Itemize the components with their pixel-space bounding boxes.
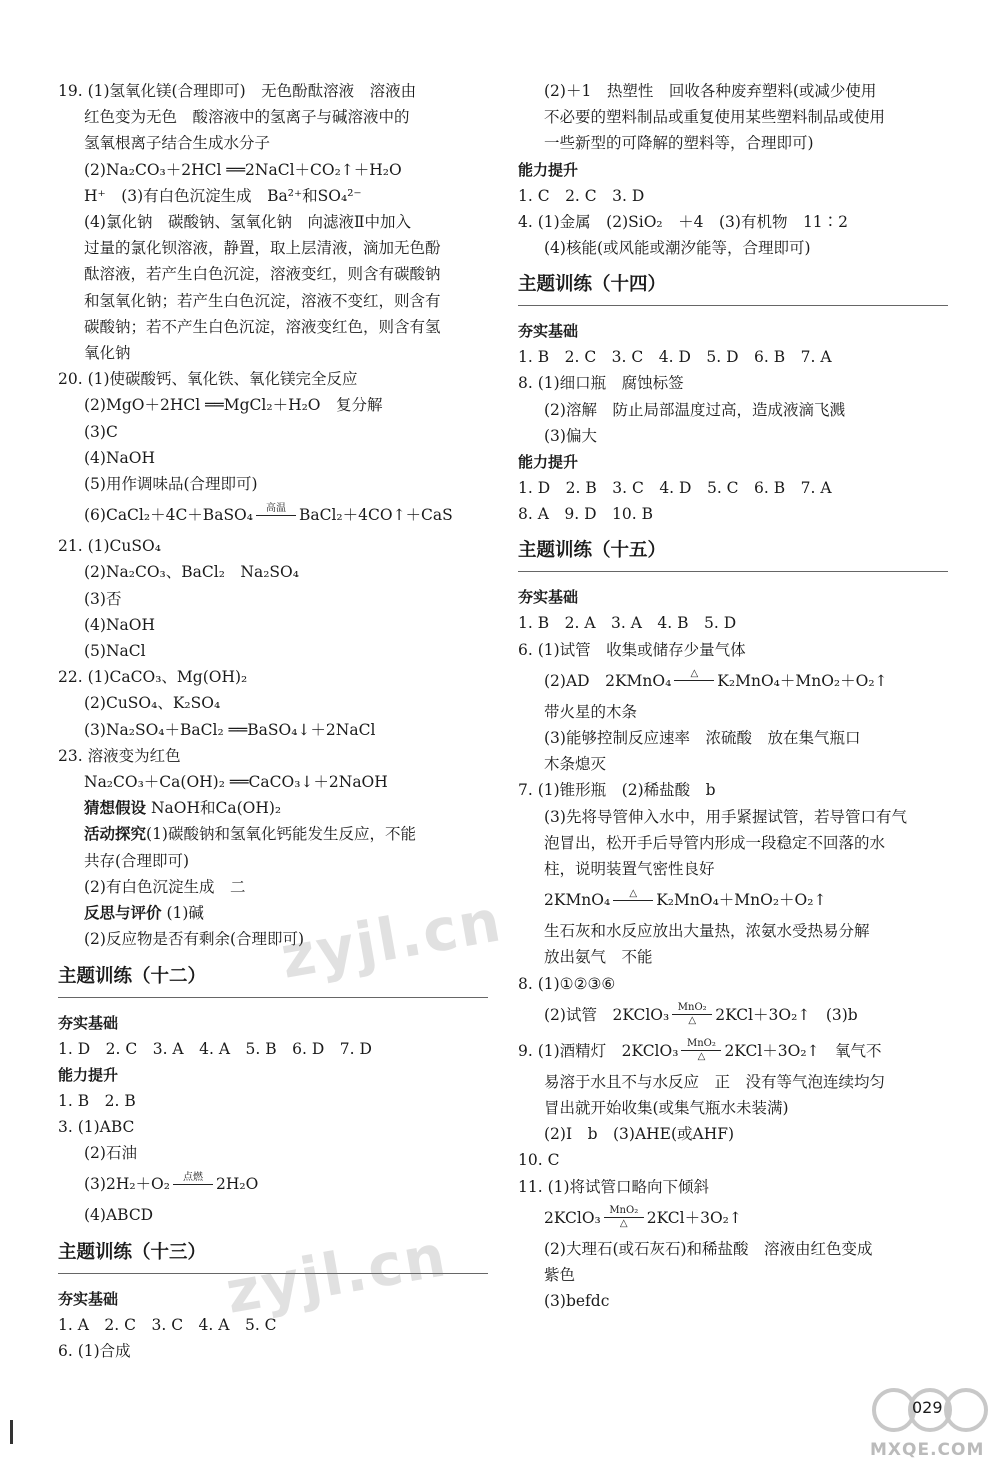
reaction-condition xyxy=(674,669,714,692)
equation-reactants: (2)AD 2KMnO₄ xyxy=(544,671,672,690)
answer-line: (4)氯化钠 碳酸钠、氢氧化钠 向滤液Ⅱ中加入 xyxy=(84,213,411,232)
answer-line xyxy=(58,821,488,847)
equation-products: 2KCl＋3O₂↑ (3)b xyxy=(715,1005,858,1024)
reaction-condition xyxy=(613,889,653,912)
answer-line: (2)大理石(或石灰石)和稀盐酸 溶液由红色变成 xyxy=(544,1239,873,1258)
answer-line: (3)偏大 xyxy=(544,426,597,445)
equation-reactants: 2KClO₃ xyxy=(544,1208,601,1227)
answer-line: 1. B 2. B xyxy=(58,1091,136,1110)
equation-reactants: (6)CaCl₂＋4C＋BaSO₄ xyxy=(84,506,253,525)
answer-line: 22. (1)CaCO₃、Mg(OH)₂ xyxy=(58,668,248,687)
answer-line: (4)NaOH xyxy=(84,448,155,467)
answer-line: 11. (1)将试管口略向下倾斜 xyxy=(518,1177,710,1196)
condition-label: △ xyxy=(690,668,699,680)
answer-line: 10. C xyxy=(518,1151,560,1170)
answer-line: 氢氧根离子结合生成水分子 xyxy=(84,134,271,153)
answer-line: Na₂CO₃＋Ca(OH)₂ ══CaCO₃↓＋2NaOH xyxy=(84,773,388,792)
condition-label: △ xyxy=(629,887,638,899)
answer-line: (2)CuSO₄、K₂SO₄ xyxy=(84,694,221,713)
label-reflection: 反思与评价 xyxy=(84,903,162,923)
answer-line: 8. (1)①②③⑥ xyxy=(518,974,616,993)
answer-line: (2)溶解 防止局部温度过高，造成液滴飞溅 xyxy=(544,400,845,419)
reaction-condition xyxy=(681,1039,721,1062)
answer-line: (2)I b (3)AHE(或AHF) xyxy=(544,1125,735,1144)
equation-line xyxy=(518,882,948,918)
answer-line: 1. C 2. C 3. D xyxy=(518,186,645,205)
condition-catalyst: MnO₂ xyxy=(686,1038,716,1050)
answer-line: (2)＋1 热塑性 回收各种废弃塑料(或减少使用 xyxy=(544,82,877,100)
answer-line: 不必要的塑料制品或重复使用某些塑料制品或使用 xyxy=(544,108,886,127)
condition-label: 高温 xyxy=(265,502,286,514)
equation-line xyxy=(58,497,488,533)
answer-line: (3)否 xyxy=(84,589,122,608)
reaction-condition xyxy=(256,504,296,527)
section-heading-14: 主题训练（十四） xyxy=(518,271,948,306)
equation-reactants: 9. (1)酒精灯 2KClO₃ xyxy=(518,1041,679,1060)
answer-line: 1. A 2. C 3. C 4. A 5. C xyxy=(58,1315,277,1334)
answer-line: (3)befdc xyxy=(544,1292,610,1311)
answer-line: 1. B 2. A 3. A 4. B 5. D xyxy=(518,614,737,633)
answer-line: 柱，说明装置气密性良好 xyxy=(544,860,715,879)
answer-line: (4)ABCD xyxy=(84,1206,154,1225)
answer-line: 4. (1)金属 (2)SiO₂ ＋4 (3)有机物 11∶2 xyxy=(518,212,849,231)
equation-reactants: (3)2H₂＋O₂ xyxy=(84,1175,170,1194)
margin-mark xyxy=(10,1420,13,1444)
answer-line: (5)用作调味品(合理即可) xyxy=(84,475,258,494)
answer-line: (3)能够控制反应速率 浓硫酸 放在集气瓶口 xyxy=(544,729,861,748)
answer-line: (4)NaOH xyxy=(84,615,155,634)
answer-line: 生石灰和水反应放出大量热，浓氨水受热易分解 xyxy=(544,922,870,941)
answer-line: 紫色 xyxy=(544,1266,576,1285)
answer-line: (3)Na₂SO₄＋BaCl₂ ══BaSO₄↓＋2NaCl xyxy=(84,720,376,739)
equation-products: K₂MnO₄＋MnO₂＋O₂↑ xyxy=(717,671,888,690)
answer-line: (2)MgO＋2HCl ══MgCl₂＋H₂O 复分解 xyxy=(84,396,383,415)
guess-text: NaOH和Ca(OH)₂ xyxy=(146,799,282,818)
logo-text: MXQE.COM xyxy=(870,1440,985,1460)
equation-reactants: (2)试管 2KClO₃ xyxy=(544,1005,670,1024)
answer-line: 氧化钠 xyxy=(84,344,131,363)
answer-line: 酞溶液，若产生白色沉淀，溶液变红，则含有碳酸钠 xyxy=(84,265,441,284)
section-heading-15: 主题训练（十五） xyxy=(518,537,948,572)
section-heading-13: 主题训练（十三） xyxy=(58,1239,488,1274)
equation-products: 2KCl＋3O₂↑ xyxy=(646,1208,742,1227)
condition-heat: △ xyxy=(688,1015,697,1027)
answer-line: 20. (1)使碳酸钙、氧化铁、氧化镁完全反应 xyxy=(58,370,358,389)
equation-line xyxy=(518,663,948,699)
answer-line: 7. (1)锥形瓶 (2)稀盐酸 b xyxy=(518,781,716,800)
subheading-basic: 夯实基础 xyxy=(58,1289,119,1308)
answer-line: H⁺ (3)有白色沉淀生成 Ba²⁺和SO₄²⁻ xyxy=(84,186,362,205)
q20-answer xyxy=(58,366,488,533)
subheading-basic: 夯实基础 xyxy=(58,1013,119,1032)
equation-line xyxy=(58,1166,488,1202)
label-guess: 猜想假设 xyxy=(84,798,147,818)
equation-products: BaCl₂＋4CO↑＋CaS xyxy=(298,506,453,525)
answer-line: 8. A 9. D 10. B xyxy=(518,505,654,524)
subheading-advanced: 能力提升 xyxy=(518,160,579,179)
answer-line: (2)Na₂CO₃、BaCl₂ Na₂SO₄ xyxy=(84,563,299,582)
answer-line: 19. (1)氢氧化镁(合理即可) 无色酚酞溶液 溶液由 xyxy=(58,82,417,100)
answer-line: 1. B 2. C 3. C 4. D 5. D 6. B 7. A xyxy=(518,348,832,367)
equation-line xyxy=(518,997,948,1033)
subheading-basic: 夯实基础 xyxy=(518,588,579,607)
equation-line xyxy=(518,1033,948,1069)
reaction-condition xyxy=(672,1003,712,1026)
subheading-advanced: 能力提升 xyxy=(518,453,579,472)
answer-line: 3. (1)ABC xyxy=(58,1117,135,1136)
q19-answer xyxy=(58,78,488,366)
answer-line: (2)有白色沉淀生成 二 xyxy=(84,877,246,896)
watermark: zyjl.cn xyxy=(275,886,508,992)
equation-products: 2KCl＋3O₂↑ 氧气不 xyxy=(724,1041,882,1060)
equation-products: 2H₂O xyxy=(215,1175,259,1194)
answer-line: 6. (1)试管 收集或储存少量气体 xyxy=(518,640,746,659)
answer-line: 共存(合理即可) xyxy=(84,851,190,870)
answer-line: 1. D 2. B 3. C 4. D 5. C 6. B 7. A xyxy=(518,479,832,498)
equation-products: K₂MnO₄＋MnO₂＋O₂↑ xyxy=(656,891,827,910)
subheading-basic: 夯实基础 xyxy=(518,322,579,341)
section-heading-12: 主题训练（十二） xyxy=(58,963,488,998)
page-number: 029 xyxy=(912,1398,943,1417)
answer-line: (2)Na₂CO₃＋2HCl ══2NaCl＋CO₂↑＋H₂O xyxy=(84,160,402,179)
answer-line: 23. 溶液变为红色 xyxy=(58,746,181,765)
answer-line: (3)先将导管伸入水中，用手紧握试管，若导管口有气 xyxy=(544,807,907,826)
answer-line: 一些新型的可降解的塑料等，合理即可) xyxy=(544,134,814,153)
reaction-condition xyxy=(604,1206,644,1229)
answer-line: 1. D 2. C 3. A 4. A 5. B 6. D 7. D xyxy=(58,1039,372,1058)
condition-heat: △ xyxy=(697,1051,706,1063)
reflection-text: (1)碱 xyxy=(161,904,204,923)
answer-line: 冒出就开始收集(或集气瓶水未装满) xyxy=(544,1099,789,1118)
answer-line: 易溶于水且不与水反应 正 没有等气泡连续均匀 xyxy=(544,1072,886,1091)
q21-answer xyxy=(58,533,488,664)
answer-line: 和氢氧化钠；若产生白色沉淀，溶液不变红，则含有 xyxy=(84,291,441,310)
condition-catalyst: MnO₂ xyxy=(609,1205,639,1217)
answer-line: 6. (1)合成 xyxy=(58,1341,131,1360)
condition-catalyst: MnO₂ xyxy=(677,1002,707,1014)
answer-line: 放出氨气 不能 xyxy=(544,948,653,967)
condition-label: 点燃 xyxy=(182,1171,203,1183)
right-column xyxy=(518,78,948,1315)
reaction-condition xyxy=(173,1173,213,1196)
watermark: zyjl.cn xyxy=(220,1221,453,1327)
subheading-advanced: 能力提升 xyxy=(58,1065,119,1084)
label-activity: 活动探究 xyxy=(84,824,147,844)
answer-line: 木条熄灭 xyxy=(544,755,607,774)
equation-line xyxy=(518,1200,948,1236)
answer-line: 碳酸钠；若不产生白色沉淀，溶液变红色，则含有氢 xyxy=(84,317,441,336)
answer-line: 红色变为无色 酸溶液中的氢离子与碱溶液中的 xyxy=(84,108,410,127)
activity-text: (1)碳酸钠和氢氧化钙能发生反应，不能 xyxy=(146,825,416,844)
answer-line: 21. (1)CuSO₄ xyxy=(58,537,161,556)
equation-reactants: 2KMnO₄ xyxy=(544,891,611,910)
answer-line: (2)石油 xyxy=(84,1144,137,1163)
answer-line: (4)核能(或风能或潮汐能等，合理即可) xyxy=(544,239,811,258)
answer-line: (3)C xyxy=(84,422,118,441)
answer-line: 过量的氯化钡溶液，静置，取上层清液，滴加无色酚 xyxy=(84,239,441,258)
answer-line xyxy=(58,795,488,821)
answer-line: 8. (1)细口瓶 腐蚀标签 xyxy=(518,374,684,393)
answer-line: (5)NaCl xyxy=(84,642,146,661)
condition-heat: △ xyxy=(619,1218,628,1230)
q22-answer xyxy=(58,664,488,743)
left-column xyxy=(58,78,488,1364)
answer-line: 带火星的木条 xyxy=(544,702,638,721)
answer-line: (2)反应物是否有剩余(合理即可) xyxy=(84,930,305,949)
answer-line: 泡冒出，松开手后导管内形成一段稳定不回落的水 xyxy=(544,833,886,852)
